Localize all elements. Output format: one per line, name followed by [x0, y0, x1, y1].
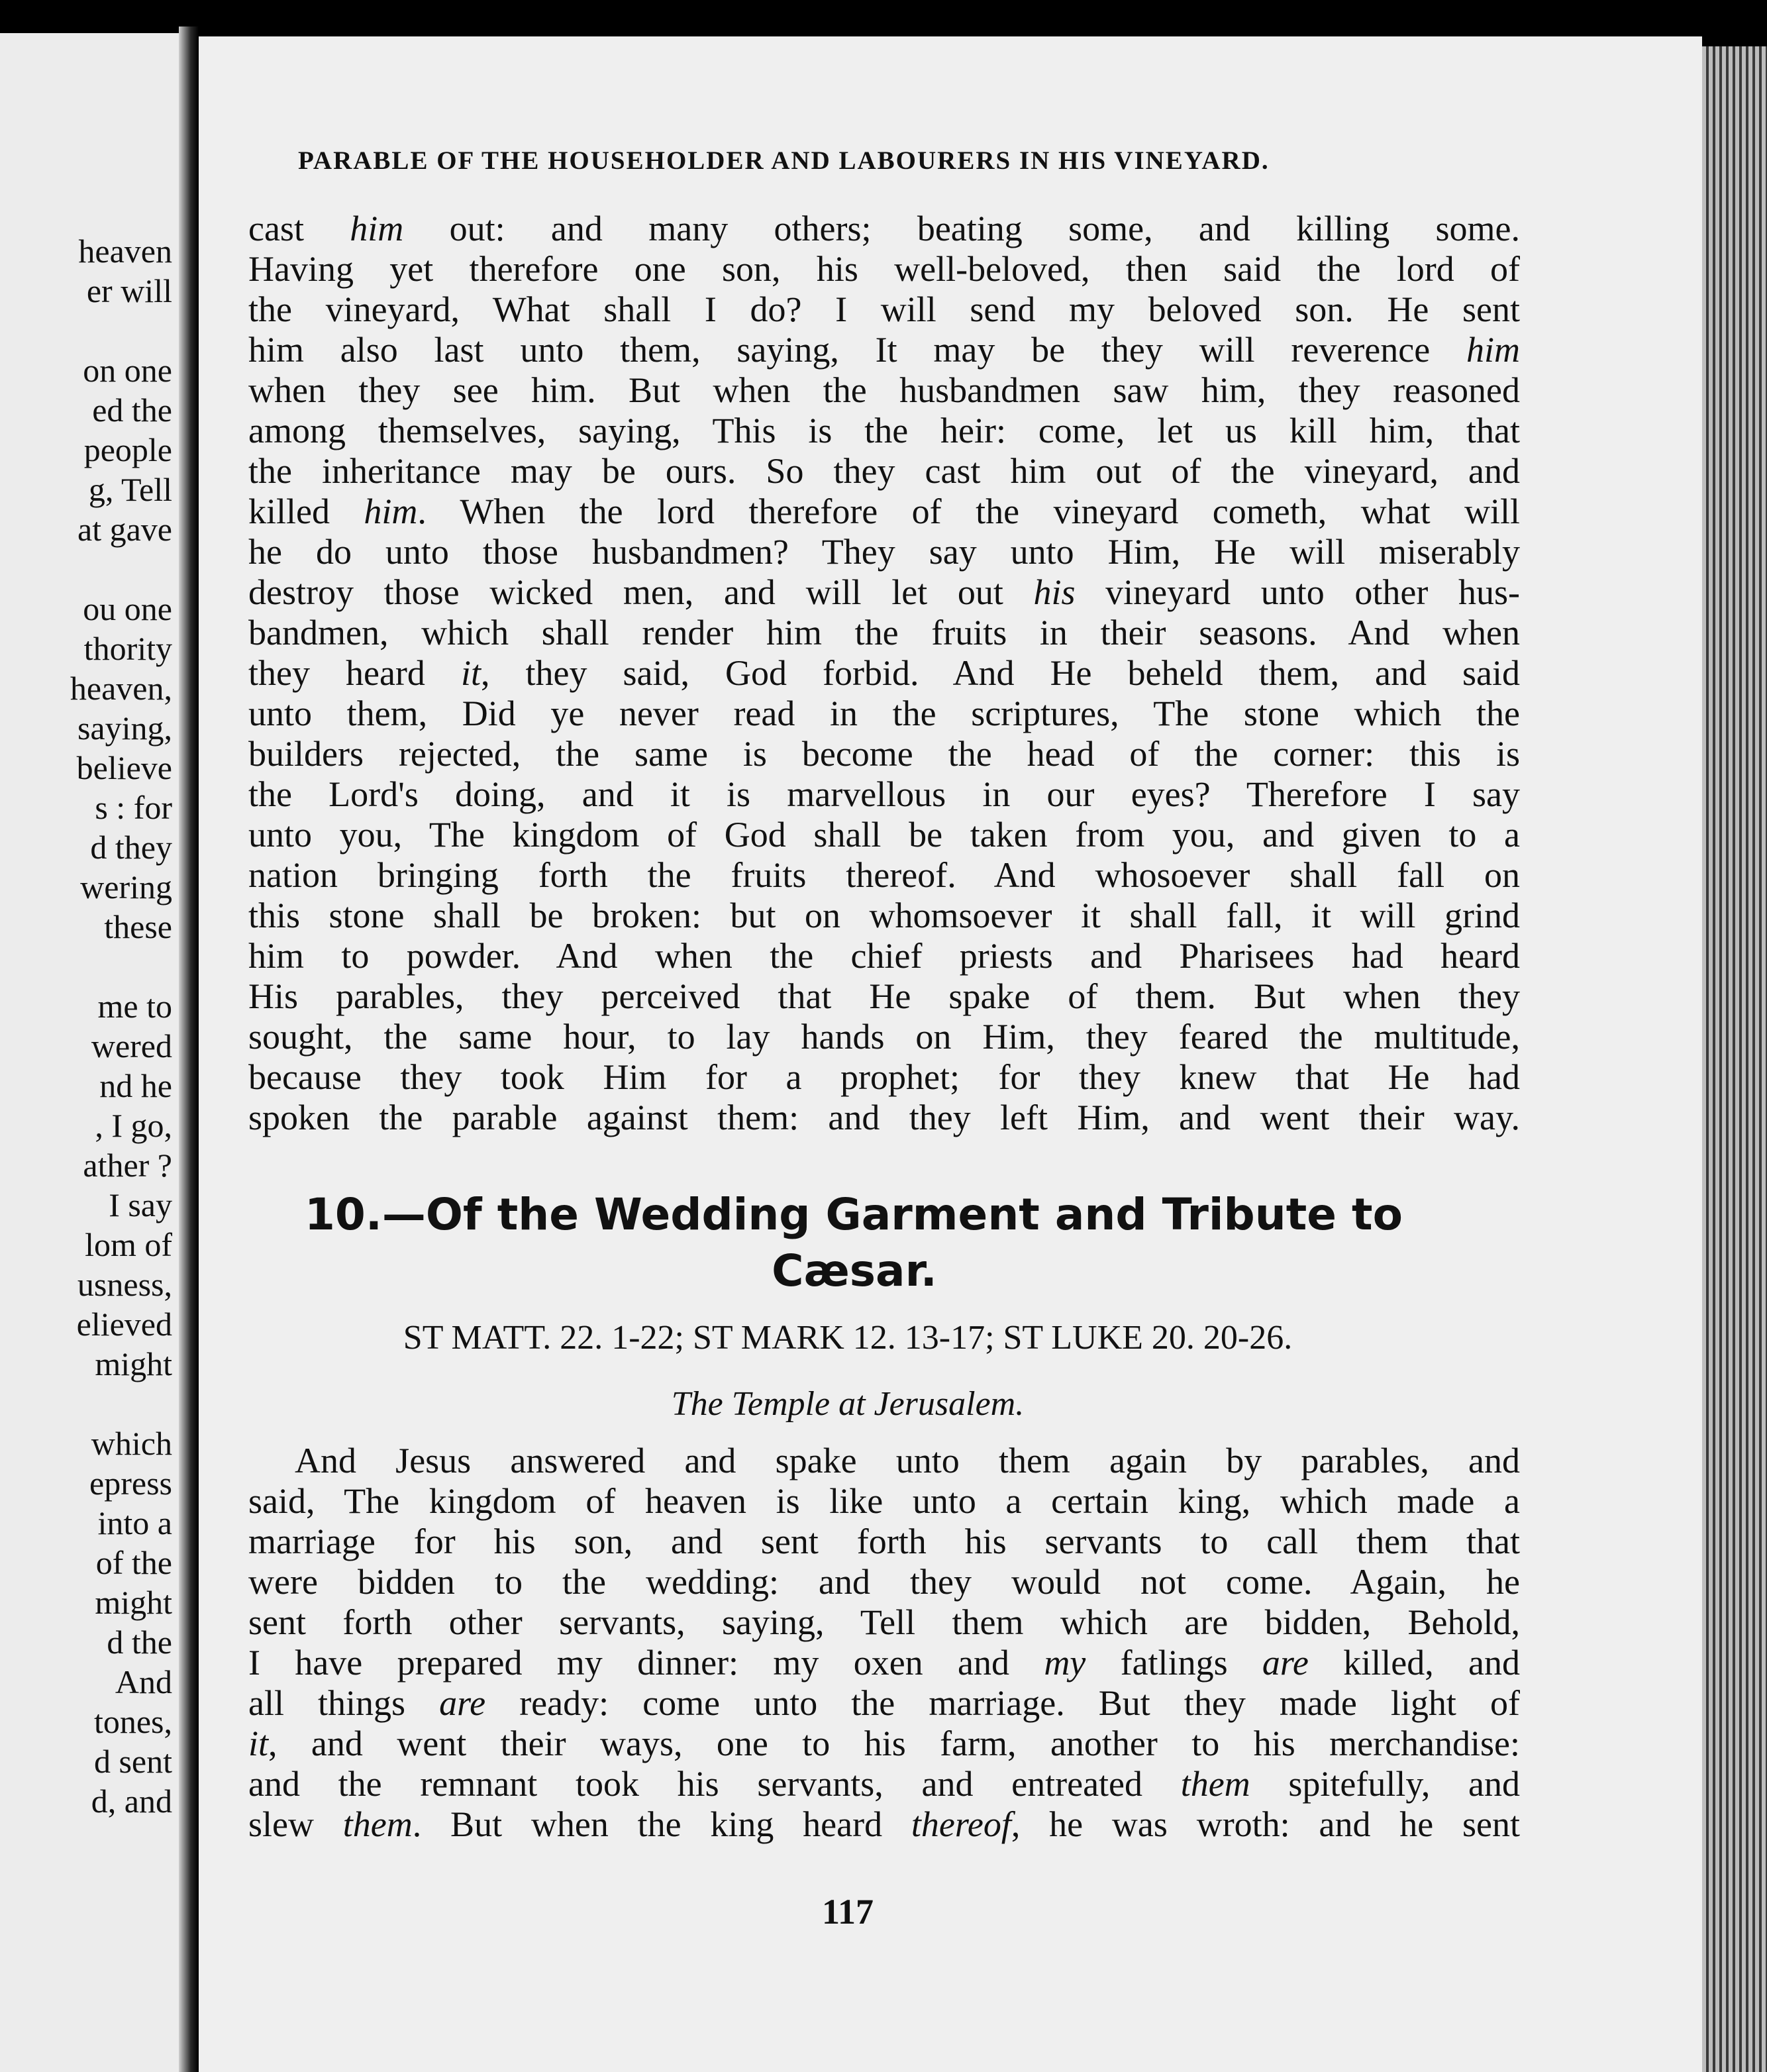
left-page-line: , I go, — [95, 1107, 172, 1144]
left-page-line: at gave — [77, 511, 172, 548]
left-page-line: might — [95, 1584, 172, 1621]
text-line: sent forth other servants, saying, Tell them which are bidden, Behold, — [248, 1602, 1520, 1642]
left-page-line: on one — [83, 352, 172, 389]
text-line: unto them, Did ye never read in the scriptures, The stone which the — [248, 694, 1520, 733]
text-line: it, and went their ways, one to his farm, another to his merchandise: — [248, 1724, 1520, 1763]
place-subtitle: The Temple at Jerusalem. — [671, 1385, 1025, 1423]
left-page-line: wering — [80, 868, 172, 906]
section-heading: 10.—Of the Wedding Garment and Tribute to — [305, 1189, 1403, 1240]
page-edges — [1702, 46, 1767, 2072]
left-page-line: ather ? — [83, 1147, 172, 1184]
text-line: said, The kingdom of heaven is like unto a certain king, which made a — [248, 1481, 1520, 1521]
text-line: sought, the same hour, to lay hands on Him, they feared the multitude, — [248, 1017, 1520, 1057]
left-page-line: g, Tell — [88, 471, 172, 508]
left-page-line: ou one — [83, 590, 172, 627]
left-page-line: might — [95, 1345, 172, 1382]
text-line: among themselves, saying, This is the heir: come, let us kill him, that — [248, 411, 1520, 450]
text-line: builders rejected, the same is become the head of the corner: this is — [248, 734, 1520, 774]
left-page-line: tones, — [93, 1703, 172, 1740]
left-page-fragment — [0, 33, 179, 2072]
book-gutter — [179, 26, 199, 2072]
text-line: all things are ready: come unto the marriage. But they made light of — [248, 1683, 1520, 1723]
text-line: And Jesus answered and spake unto them again by parables, and — [295, 1441, 1520, 1480]
text-line: killed him. When the lord therefore of the vineyard cometh, what will — [248, 492, 1520, 531]
text-line: bandmen, which shall render him the fruits in their seasons. And when — [248, 613, 1520, 652]
left-page-line: these — [104, 908, 172, 945]
left-page-line: which — [91, 1425, 172, 1462]
left-page-line: lom of — [85, 1226, 172, 1263]
page-number: 117 — [821, 1892, 874, 1932]
text-line: because they took Him for a prophet; for they knew that He had — [248, 1057, 1520, 1097]
left-page-line: ed the — [92, 391, 172, 429]
left-page-line: into a — [97, 1504, 172, 1541]
text-line: they heard it, they said, God forbid. And He beheld them, and said — [248, 653, 1520, 693]
left-page-line: I say — [109, 1186, 172, 1223]
text-line: this stone shall be broken: but on whomsoever it shall fall, it will grind — [248, 896, 1520, 935]
left-page-line: me to — [97, 988, 172, 1025]
text-line: marriage for his son, and sent forth his servants to call them that — [248, 1522, 1520, 1561]
left-page-line: d the — [107, 1624, 172, 1661]
left-page-line: nd he — [99, 1067, 172, 1104]
text-line: Having yet therefore one son, his well-beloved, then said the lord of — [248, 249, 1520, 289]
left-page-line: epress — [89, 1465, 172, 1502]
left-page-line: of the — [95, 1544, 172, 1581]
text-line: the Lord's doing, and it is marvellous in our eyes? Therefore I say — [248, 774, 1520, 814]
left-page-line: s : for — [95, 789, 172, 826]
left-page-line: elieved — [76, 1306, 172, 1343]
text-line: slew them. But when the king heard thereof, he was wroth: and he sent — [248, 1804, 1520, 1844]
left-page-line: heaven, — [70, 670, 172, 707]
left-page-line: people — [83, 431, 172, 468]
left-page-line: wered — [91, 1027, 172, 1064]
left-page-line: d sent — [93, 1743, 172, 1780]
left-page-line: saying, — [77, 709, 172, 747]
scripture-references: ST MATT. 22. 1-22; ST MARK 12. 13-17; ST LUKE 20. 20-26. — [403, 1319, 1293, 1357]
text-line: nation bringing forth the fruits thereof. And whosoever shall fall on — [248, 855, 1520, 895]
text-line: the inheritance may be ours. So they cast him out of the vineyard, and — [248, 451, 1520, 491]
section-heading-continued: Cæsar. — [772, 1245, 937, 1296]
text-line: destroy those wicked men, and will let out his vineyard unto other hus- — [248, 572, 1520, 612]
text-line: spoken the parable against them: and they left Him, and went their way. — [248, 1098, 1520, 1137]
text-line: and the remnant took his servants, and entreated them spitefully, and — [248, 1764, 1520, 1804]
left-page-line: believe — [76, 749, 172, 786]
text-line: him to powder. And when the chief priests and Pharisees had heard — [248, 936, 1520, 976]
running-head: PARABLE OF THE HOUSEHOLDER AND LABOURERS IN HIS VINEYARD. — [298, 146, 1270, 175]
left-page-line: d they — [90, 829, 172, 866]
text-line: him also last unto them, saying, It may be they will reverence him — [248, 330, 1520, 370]
left-page-line: d, and — [91, 1783, 172, 1820]
left-page-line: And — [115, 1663, 172, 1700]
text-line: I have prepared my dinner: my oxen and my fatlings are killed, and — [248, 1643, 1521, 1683]
text-line: cast him out: and many others; beating some, and killing some. — [248, 209, 1520, 248]
main-page — [199, 36, 1702, 2072]
left-page-line: er will — [86, 272, 172, 309]
text-line: when they see him. But when the husbandmen saw him, they reasoned — [248, 370, 1520, 410]
text-line: unto you, The kingdom of God shall be taken from you, and given to a — [248, 815, 1520, 855]
left-page-line: usness, — [77, 1266, 172, 1303]
text-line: he do unto those husbandmen? They say unto Him, He will miserably — [248, 532, 1520, 572]
left-page-line: heaven — [78, 233, 172, 270]
text-line: His parables, they perceived that He spake of them. But when they — [248, 976, 1520, 1016]
text-line: the vineyard, What shall I do? I will send my beloved son. He sent — [248, 289, 1520, 329]
left-page-line: thority — [83, 630, 172, 667]
text-line: were bidden to the wedding: and they would not come. Again, he — [248, 1562, 1520, 1602]
